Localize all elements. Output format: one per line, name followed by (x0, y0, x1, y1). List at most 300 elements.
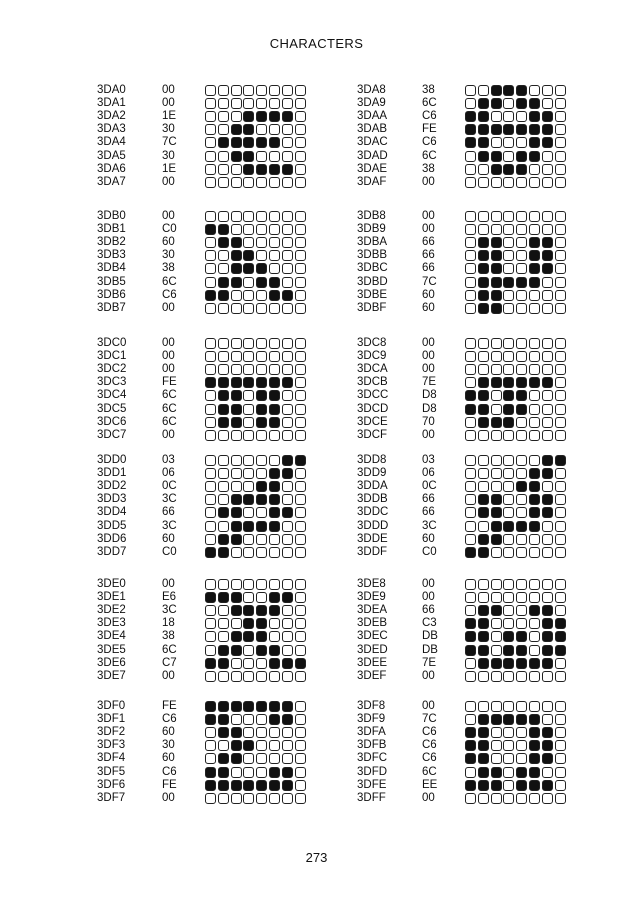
pixel-off (243, 481, 254, 492)
pixel-off (243, 793, 254, 804)
pixel-off (478, 164, 489, 175)
hex-value: DB (422, 630, 438, 643)
pixel-off (243, 727, 254, 738)
pixel-off (256, 303, 267, 314)
pixel-on (542, 740, 553, 751)
hex-value: 6C (422, 765, 437, 778)
pixel-off (243, 455, 254, 466)
pixel-off (295, 618, 306, 629)
pixel-off (243, 290, 254, 301)
pixel-on (516, 767, 527, 778)
pixel-on (529, 521, 540, 532)
pixel-off (503, 250, 514, 261)
pixel-on (465, 753, 476, 764)
pixel-off (218, 85, 229, 96)
address-label: 3DEA (357, 604, 388, 617)
address-label: 3DDB (357, 493, 388, 506)
pixel-off (491, 727, 502, 738)
pixel-off (243, 390, 254, 401)
pixel-on (491, 250, 502, 261)
address-label: 3DC7 (97, 428, 127, 441)
pixel-off (555, 780, 566, 791)
pixel-off (282, 124, 293, 135)
pixel-on (478, 714, 489, 725)
hex-value: 66 (422, 506, 435, 519)
pixel-off (503, 618, 514, 629)
pixel-on (516, 631, 527, 642)
pixel-off (243, 211, 254, 222)
pixel-off (555, 263, 566, 274)
pixel-on (218, 534, 229, 545)
pixel-on (205, 767, 216, 778)
pixel-off (516, 111, 527, 122)
pixel-on (503, 714, 514, 725)
pixel-on (218, 753, 229, 764)
pixel-on (269, 111, 280, 122)
pixel-on (529, 237, 540, 248)
pixel-off (503, 351, 514, 362)
pixel-off (205, 404, 216, 415)
pixel-off (478, 671, 489, 682)
pixel-on (243, 494, 254, 505)
pixel-off (491, 753, 502, 764)
pixel-off (555, 547, 566, 558)
pixel-off (465, 85, 476, 96)
pixel-on (465, 547, 476, 558)
pixel-off (465, 767, 476, 778)
pixel-off (218, 631, 229, 642)
pixel-off (218, 430, 229, 441)
pixel-on (542, 111, 553, 122)
hex-value: C6 (422, 726, 437, 739)
address-label: 3DC5 (97, 402, 127, 415)
hex-value: FE (162, 376, 177, 389)
pixel-off (516, 417, 527, 428)
pixel-off (516, 727, 527, 738)
address-label: 3DD3 (97, 493, 127, 506)
hex-value: 3C (162, 604, 177, 617)
pixel-off (491, 618, 502, 629)
pixel-off (491, 740, 502, 751)
pixel-on (503, 404, 514, 415)
pixel-on (555, 618, 566, 629)
address-label: 3DB3 (97, 249, 126, 262)
pixel-off (218, 481, 229, 492)
pixel-off (503, 671, 514, 682)
hex-value: C0 (162, 545, 177, 558)
pixel-off (529, 417, 540, 428)
pixel-off (282, 631, 293, 642)
pixel-off (529, 618, 540, 629)
pixel-off (478, 521, 489, 532)
address-label: 3DF6 (97, 778, 126, 791)
pixel-off (295, 481, 306, 492)
pixel-off (282, 521, 293, 532)
pixel-off (478, 468, 489, 479)
pixel-on (218, 404, 229, 415)
pixel-off (516, 793, 527, 804)
pixel-on (516, 390, 527, 401)
pixel-off (231, 211, 242, 222)
pixel-on (478, 404, 489, 415)
pixel-off (503, 224, 514, 235)
pixel-off (516, 338, 527, 349)
address-label: 3DC6 (97, 415, 127, 428)
pixel-off (503, 592, 514, 603)
pixel-off (256, 468, 267, 479)
pixel-off (555, 364, 566, 375)
pixel-off (529, 430, 540, 441)
hex-value: 66 (422, 236, 435, 249)
pixel-off (295, 645, 306, 656)
pixel-on (243, 521, 254, 532)
pixel-off (205, 417, 216, 428)
pixel-on (529, 98, 540, 109)
pixel-on (218, 592, 229, 603)
pixel-on (465, 404, 476, 415)
address-label: 3DBF (357, 301, 387, 314)
pixel-on (503, 124, 514, 135)
pixel-off (555, 377, 566, 388)
pixel-on (542, 631, 553, 642)
pixel-off (465, 455, 476, 466)
address-label: 3DC4 (97, 389, 127, 402)
pixel-off (295, 263, 306, 274)
hex-value: C6 (422, 739, 437, 752)
page-number: 273 (305, 850, 328, 865)
pixel-on (243, 137, 254, 148)
hex-value: C7 (162, 656, 177, 669)
pixel-off (529, 390, 540, 401)
pixel-off (503, 303, 514, 314)
pixel-off (256, 767, 267, 778)
pixel-off (295, 727, 306, 738)
address-label: 3DCF (357, 428, 388, 441)
pixel-off (491, 592, 502, 603)
address-label: 3DC9 (357, 350, 387, 363)
pixel-off (295, 111, 306, 122)
address-label: 3DF0 (97, 700, 126, 712)
pixel-off (465, 579, 476, 590)
pixel-off (516, 618, 527, 629)
pixel-off (295, 390, 306, 401)
pixel-off (542, 547, 553, 558)
pixel-on (218, 277, 229, 288)
pixel-on (478, 151, 489, 162)
pixel-on (503, 377, 514, 388)
pixel-off (256, 364, 267, 375)
hex-value: FE (422, 123, 437, 136)
pixel-on (542, 494, 553, 505)
pixel-off (282, 85, 293, 96)
pixel-off (516, 534, 527, 545)
hex-value: 00 (162, 301, 175, 314)
pixel-off (555, 701, 566, 712)
pixel-off (256, 793, 267, 804)
pixel-off (555, 404, 566, 415)
address-label: 3DD0 (97, 454, 127, 466)
pixel-off (503, 753, 514, 764)
pixel-off (205, 579, 216, 590)
hex-value: 00 (162, 669, 175, 682)
pixel-off (282, 404, 293, 415)
pixel-off (295, 507, 306, 518)
pixel-on (478, 618, 489, 629)
pixel-off (503, 727, 514, 738)
pixel-off (503, 455, 514, 466)
pixel-on (269, 605, 280, 616)
pixel-off (282, 645, 293, 656)
pixel-off (295, 338, 306, 349)
address-label: 3DE2 (97, 604, 126, 617)
hex-value: D8 (422, 389, 437, 402)
hex-value: 00 (162, 210, 175, 222)
pixel-off (256, 507, 267, 518)
address-label: 3DF7 (97, 791, 126, 804)
hex-value: 00 (162, 791, 175, 804)
pixel-off (516, 237, 527, 248)
address-label: 3DDE (357, 532, 388, 545)
pixel-on (243, 263, 254, 274)
pixel-on (529, 263, 540, 274)
pixel-on (555, 455, 566, 466)
pixel-off (503, 740, 514, 751)
pixel-off (205, 793, 216, 804)
pixel-on (542, 250, 553, 261)
pixel-off (465, 468, 476, 479)
pixel-off (503, 111, 514, 122)
pixel-on (269, 137, 280, 148)
pixel-on (231, 605, 242, 616)
pixel-off (491, 579, 502, 590)
pixel-on (491, 303, 502, 314)
address-label: 3DBB (357, 249, 388, 262)
pixel-off (542, 303, 553, 314)
pixel-off (465, 351, 476, 362)
pixel-off (295, 211, 306, 222)
pixel-off (542, 793, 553, 804)
pixel-off (516, 263, 527, 274)
pixel-off (529, 701, 540, 712)
hex-value: 00 (422, 791, 435, 804)
hex-value: 6C (422, 97, 437, 110)
pixel-off (243, 417, 254, 428)
hex-value: 1E (162, 110, 177, 123)
pixel-off (218, 740, 229, 751)
pixel-off (478, 85, 489, 96)
pixel-off (282, 351, 293, 362)
pixel-off (205, 390, 216, 401)
pixel-off (295, 547, 306, 558)
pixel-on (465, 740, 476, 751)
pixel-off (256, 430, 267, 441)
pixel-off (529, 211, 540, 222)
pixel-off (205, 277, 216, 288)
pixel-off (269, 151, 280, 162)
pixel-on (256, 137, 267, 148)
pixel-off (256, 351, 267, 362)
pixel-off (218, 98, 229, 109)
pixel-on (218, 137, 229, 148)
pixel-off (243, 671, 254, 682)
pixel-off (516, 605, 527, 616)
pixel-off (282, 727, 293, 738)
pixel-on (542, 658, 553, 669)
address-label: 3DD8 (357, 454, 387, 466)
pixel-off (218, 111, 229, 122)
pixel-off (218, 338, 229, 349)
pixel-on (269, 507, 280, 518)
pixel-off (465, 658, 476, 669)
hex-value: D8 (422, 402, 437, 415)
pixel-off (282, 177, 293, 188)
address-label: 3DE4 (97, 630, 126, 643)
pixel-on (529, 753, 540, 764)
pixel-on (516, 277, 527, 288)
pixel-on (218, 714, 229, 725)
pixel-on (205, 377, 216, 388)
pixel-on (529, 124, 540, 135)
pixel-off (491, 111, 502, 122)
address-label: 3DE1 (97, 591, 126, 604)
hex-value: 3C (162, 493, 177, 506)
pixel-off (478, 701, 489, 712)
pixel-on (542, 753, 553, 764)
pixel-off (295, 793, 306, 804)
hex-value: 66 (422, 262, 435, 275)
pixel-off (491, 671, 502, 682)
pixel-on (269, 780, 280, 791)
hex-value: C0 (422, 545, 437, 558)
pixel-off (503, 290, 514, 301)
address-label: 3DAF (357, 175, 387, 188)
pixel-off (295, 780, 306, 791)
pixel-on (503, 521, 514, 532)
pixel-off (218, 605, 229, 616)
pixel-off (218, 579, 229, 590)
address-label: 3DE6 (97, 656, 126, 669)
pixel-off (542, 98, 553, 109)
hex-value: E6 (162, 591, 177, 604)
pixel-off (256, 224, 267, 235)
pixel-on (542, 124, 553, 135)
pixel-off (218, 521, 229, 532)
address-label: 3DB2 (97, 236, 126, 249)
pixel-off (231, 303, 242, 314)
pixel-off (465, 494, 476, 505)
pixel-off (529, 164, 540, 175)
pixel-off (555, 85, 566, 96)
pixel-off (478, 592, 489, 603)
pixel-on (529, 658, 540, 669)
pixel-off (218, 164, 229, 175)
address-label: 3DFC (357, 752, 388, 765)
hex-value: C6 (162, 288, 177, 301)
pixel-on (256, 417, 267, 428)
hex-value: 00 (422, 700, 435, 712)
pixel-off (295, 605, 306, 616)
pixel-on (205, 714, 216, 725)
pixel-on (256, 618, 267, 629)
pixel-off (516, 740, 527, 751)
pixel-off (243, 177, 254, 188)
hex-value: 66 (162, 506, 175, 519)
pixel-on (282, 468, 293, 479)
pixel-off (465, 481, 476, 492)
pixel-off (295, 164, 306, 175)
pixel-off (205, 645, 216, 656)
hex-value: 30 (162, 249, 175, 262)
pixel-off (542, 767, 553, 778)
pixel-on (491, 164, 502, 175)
pixel-off (465, 211, 476, 222)
pixel-off (243, 338, 254, 349)
pixel-on (218, 417, 229, 428)
pixel-off (555, 151, 566, 162)
pixel-off (478, 455, 489, 466)
hex-value: 00 (422, 210, 435, 222)
pixel-off (491, 547, 502, 558)
pixel-on (516, 404, 527, 415)
pixel-off (478, 338, 489, 349)
pixel-on (465, 124, 476, 135)
pixel-off (491, 645, 502, 656)
hex-value: C6 (422, 752, 437, 765)
pixel-on (529, 740, 540, 751)
pixel-off (269, 740, 280, 751)
pixel-off (542, 211, 553, 222)
pixel-off (555, 592, 566, 603)
pixel-on (231, 631, 242, 642)
pixel-on (491, 780, 502, 791)
pixel-off (529, 364, 540, 375)
pixel-off (491, 224, 502, 235)
pixel-on (231, 494, 242, 505)
pixel-on (218, 780, 229, 791)
pixel-off (205, 455, 216, 466)
pixel-on (529, 250, 540, 261)
pixel-off (465, 290, 476, 301)
pixel-off (205, 468, 216, 479)
pixel-off (256, 211, 267, 222)
pixel-off (529, 547, 540, 558)
address-label: 3DCC (357, 389, 389, 402)
pixel-on (243, 377, 254, 388)
pixel-off (503, 579, 514, 590)
pixel-off (269, 338, 280, 349)
pixel-on (478, 753, 489, 764)
pixel-on (529, 111, 540, 122)
hex-value: 66 (422, 249, 435, 262)
pixel-on (243, 111, 254, 122)
address-label: 3DCD (357, 402, 389, 415)
pixel-off (478, 579, 489, 590)
pixel-on (529, 605, 540, 616)
pixel-on (542, 137, 553, 148)
pixel-off (282, 417, 293, 428)
pixel-on (491, 605, 502, 616)
pixel-on (269, 494, 280, 505)
pixel-off (491, 390, 502, 401)
pixel-on (282, 455, 293, 466)
pixel-off (269, 618, 280, 629)
pixel-on (256, 404, 267, 415)
pixel-on (542, 618, 553, 629)
hex-value: 60 (422, 301, 435, 314)
pixel-off (295, 351, 306, 362)
pixel-off (516, 701, 527, 712)
pixel-off (231, 481, 242, 492)
